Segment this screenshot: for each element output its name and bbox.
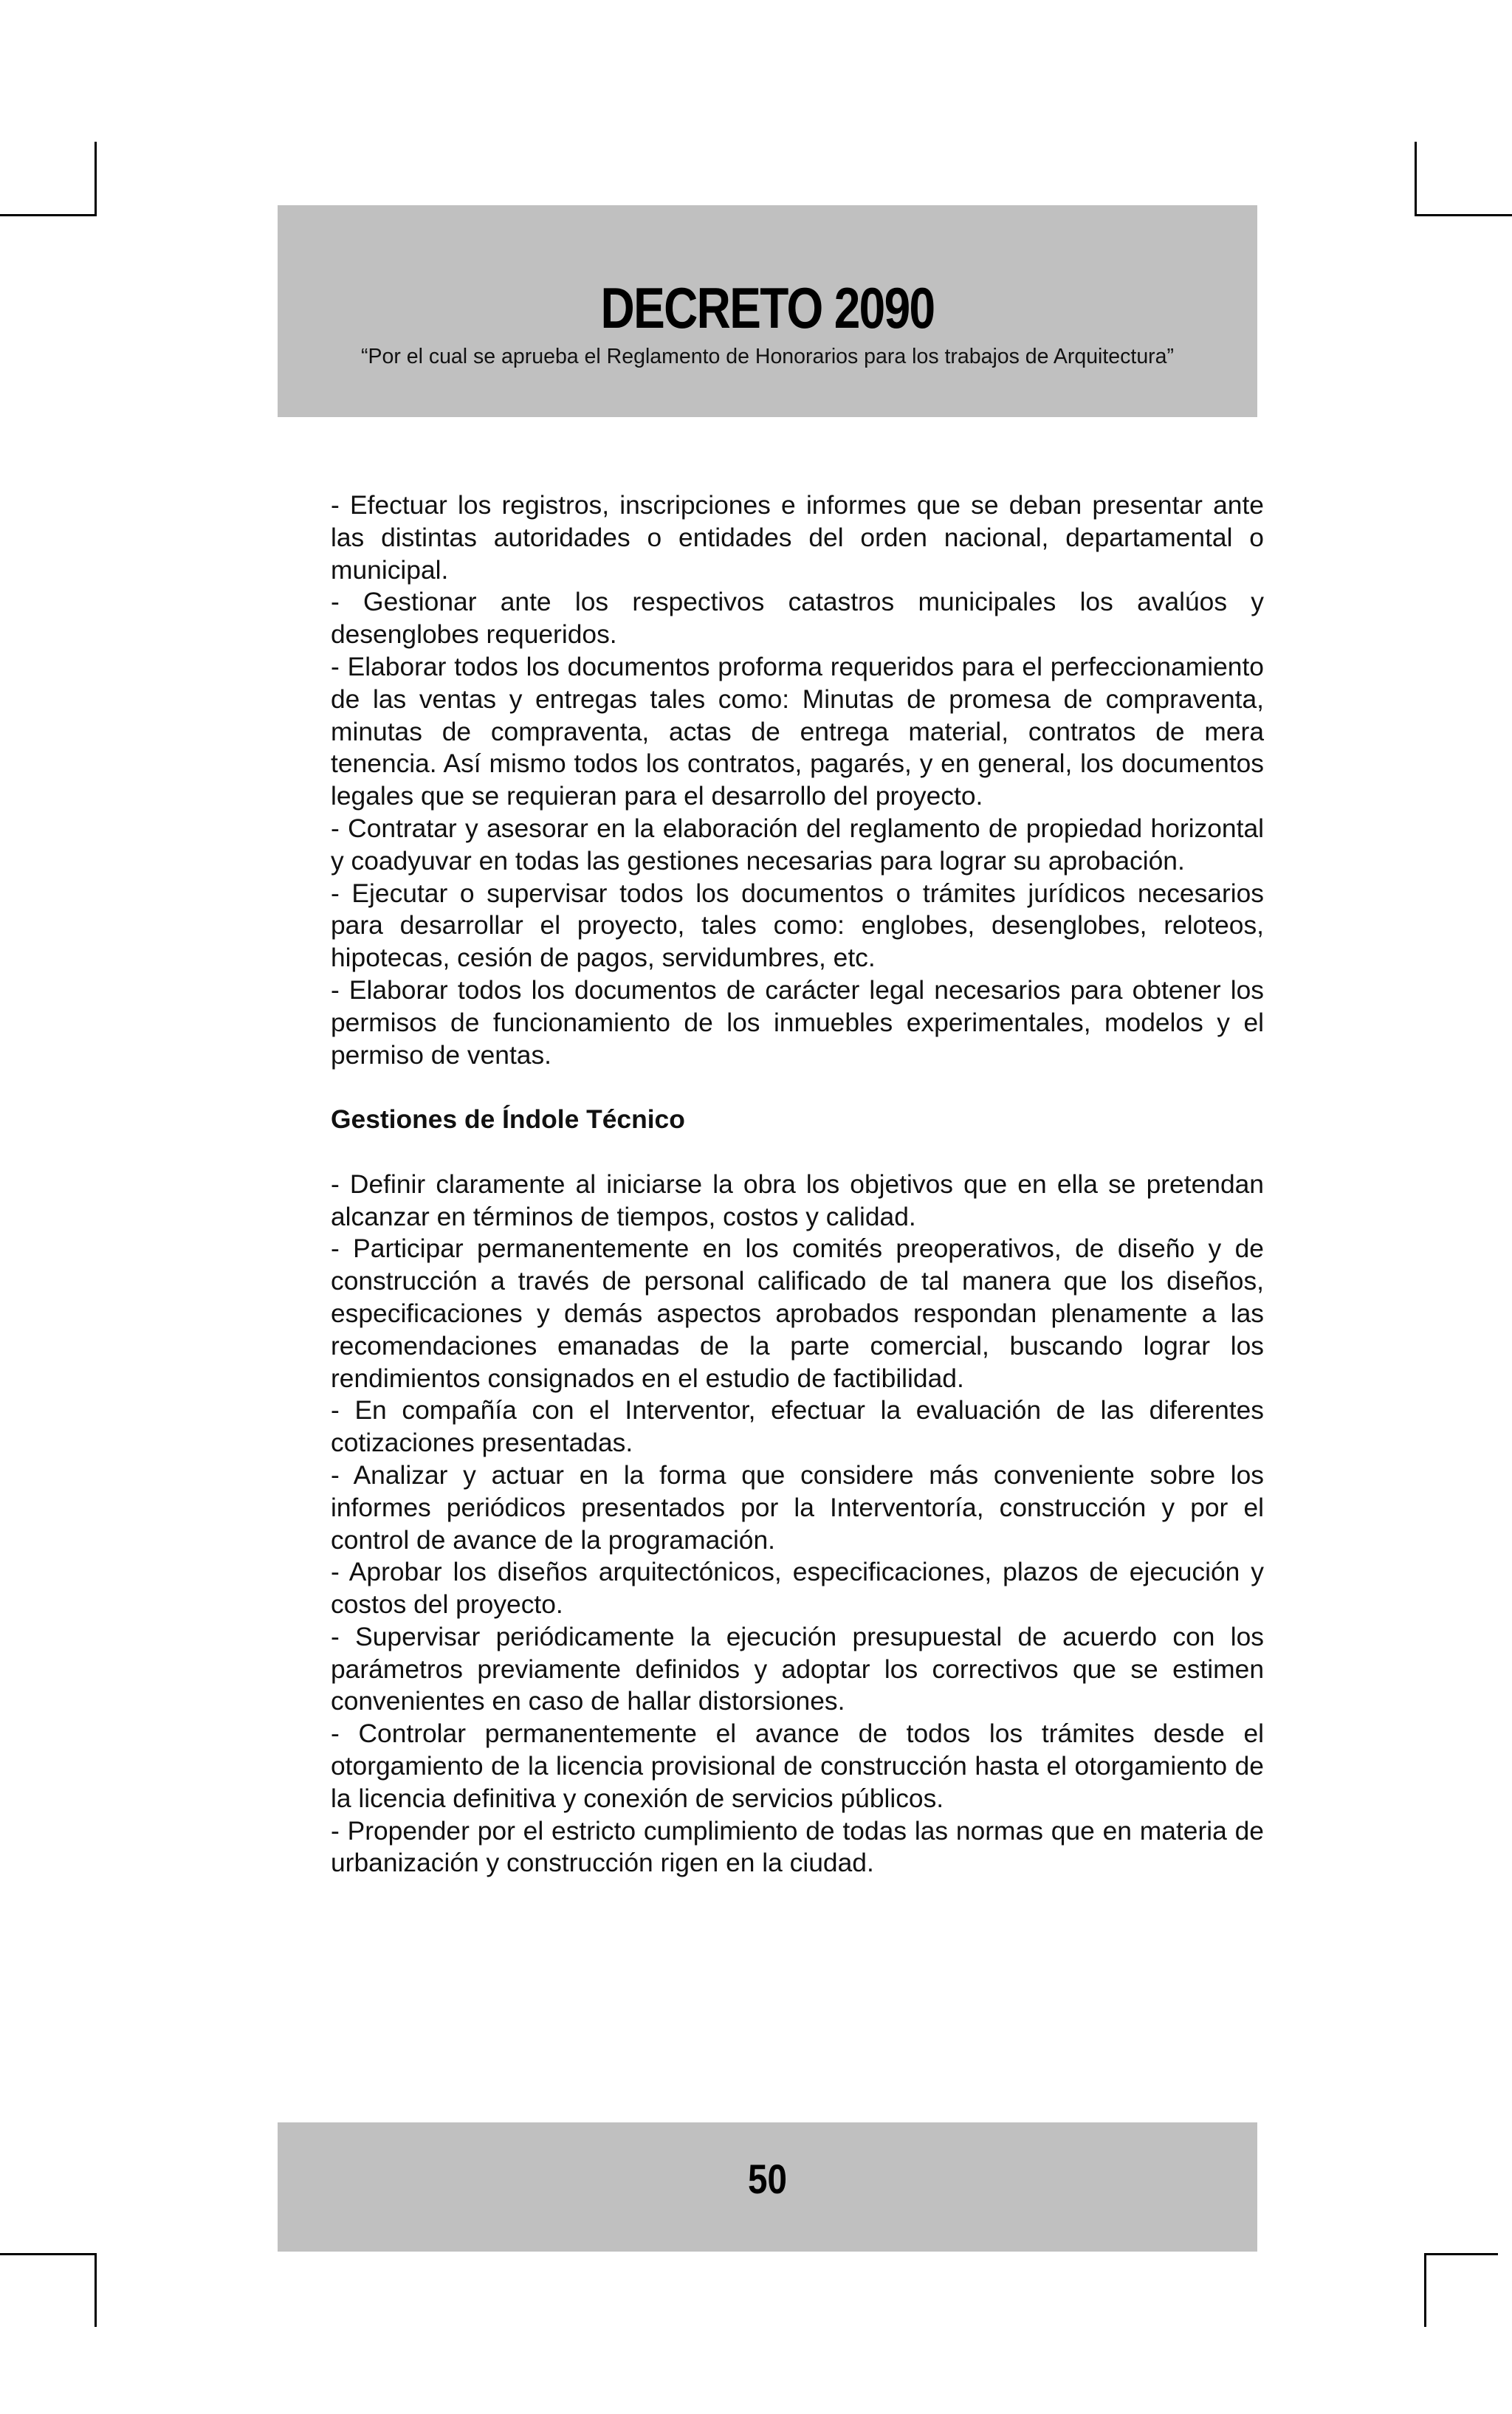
list-item: - Contratar y asesorar en la elaboración del reglamento de propiedad horizontal y coadyuvar en todas las gestiones necesarias para lograr su aprobación. bbox=[331, 813, 1264, 876]
list-item: - Gestionar ante los respectivos catastros municipales los avalúos y desenglobes requeridos. bbox=[331, 587, 1264, 650]
crop-mark-bottom-right-vertical bbox=[1424, 2253, 1426, 2327]
list-item: - Aprobar los diseños arquitectónicos, especificaciones, plazos de ejecución y costos del proyecto. bbox=[331, 1557, 1264, 1620]
crop-mark-top-right-vertical bbox=[1415, 142, 1417, 216]
list-item: - En compañía con el Interventor, efectuar la evaluación de las diferentes cotizaciones presentadas. bbox=[331, 1395, 1264, 1458]
crop-mark-bottom-right-horizontal bbox=[1424, 2253, 1498, 2255]
list-item: - Propender por el estricto cumplimiento de todas las normas que en materia de urbanización y construcción rigen en la ciudad. bbox=[331, 1815, 1264, 1878]
footer-band bbox=[278, 2122, 1257, 2252]
crop-mark-bottom-left-horizontal bbox=[0, 2253, 97, 2255]
list-item: - Analizar y actuar en la forma que considere más conveniente sobre los informes periódicos presentados por la Interventoría, construcción y por el control de avance de la programación. bbox=[331, 1459, 1264, 1555]
list-item: - Participar permanentemente en los comités preoperativos, de diseño y de construcción a través de personal calificado de tal manera que los diseños, especificaciones y demás aspectos aprobados respondan plenamente a las recomendaciones emanadas de la parte comercial, buscando lograr los rendimientos consignados en el estudio de factibilidad. bbox=[331, 1234, 1264, 1393]
list-item: - Efectuar los registros, inscripciones e informes que se deban presentar ante las distintas autoridades o entidades del orden nacional, departamental o municipal. bbox=[331, 490, 1264, 585]
document-title: DECRETO 2090 bbox=[600, 275, 935, 340]
section-heading: Gestiones de Índole Técnico bbox=[331, 1104, 685, 1135]
crop-mark-top-left-vertical bbox=[94, 142, 97, 216]
list-item: - Definir claramente al iniciarse la obra los objetivos que en ella se pretendan alcanzar en términos de tiempos, costos y calidad. bbox=[331, 1169, 1264, 1231]
crop-mark-top-right-horizontal bbox=[1415, 214, 1512, 216]
list-item: - Supervisar periódicamente la ejecución presupuestal de acuerdo con los parámetros previamente definidos y adoptar los correctivos que se estimen convenientes en caso de hallar distorsiones. bbox=[331, 1621, 1264, 1716]
list-item: - Elaborar todos los documentos de carácter legal necesarios para obtener los permisos de funcionamiento de los inmuebles experimentales, modelos y el permiso de ventas. bbox=[331, 974, 1264, 1070]
page-number: 50 bbox=[748, 2156, 787, 2202]
crop-mark-bottom-left-vertical bbox=[94, 2253, 97, 2327]
list-item: - Elaborar todos los documentos proforma requeridos para el perfeccionamiento de las ventas y entregas tales como: Minutas de promesa de compraventa, minutas de compraventa, actas de entrega material, contratos de mera tenencia. Así mismo todos los contratos, pagarés, y en general, los documentos legales que se requieran para el desarrollo del proyecto. bbox=[331, 651, 1264, 811]
page-body bbox=[331, 489, 1264, 1880]
legal-tasks-list bbox=[331, 489, 1264, 1071]
list-item: - Ejecutar o supervisar todos los documentos o trámites jurídicos necesarios para desarrollar el proyecto, tales como: englobes, desenglobes, reloteos, hipotecas, cesión de pagos, servidumbres, etc. bbox=[331, 878, 1264, 973]
header-band bbox=[278, 205, 1257, 417]
list-item: - Controlar permanentemente el avance de todos los trámites desde el otorgamiento de la licencia provisional de construcción hasta el otorgamiento de la licencia definitiva y conexión de servicios públicos. bbox=[331, 1719, 1264, 1813]
crop-mark-top-left-horizontal bbox=[0, 214, 97, 216]
document-subtitle: “Por el cual se aprueba el Reglamento de Honorarios para los trabajos de Arquitectura” bbox=[360, 345, 1175, 368]
technical-tasks-list bbox=[331, 1169, 1264, 1880]
